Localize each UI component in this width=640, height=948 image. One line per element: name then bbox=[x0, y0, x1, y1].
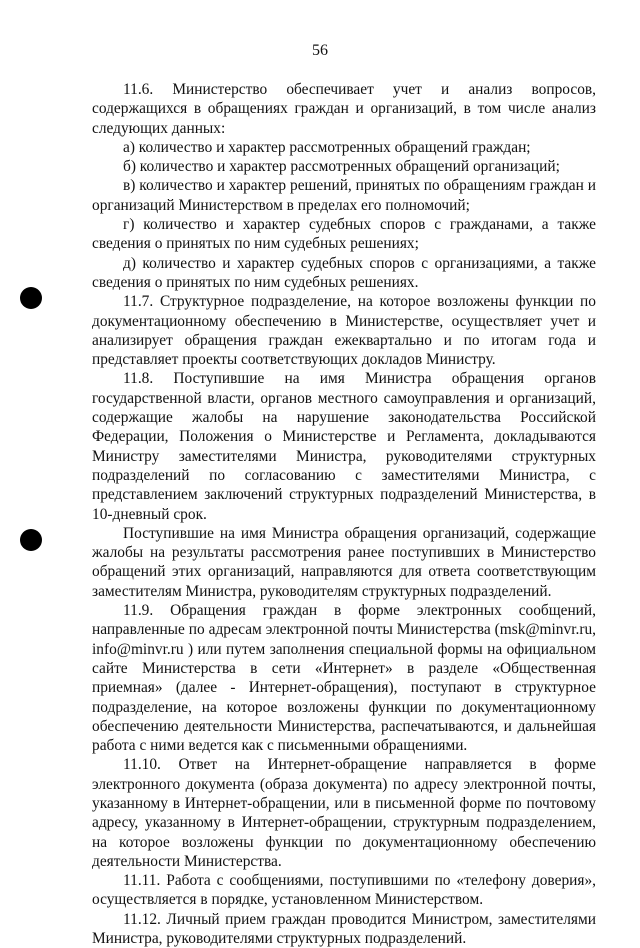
page-number: 56 bbox=[312, 42, 328, 59]
paragraph-11-6: 11.6. Министерство обеспечивает учет и анализ вопросов, содержащихся в обращениях граждан и организаций, в том числе анализ следующих данных: bbox=[92, 81, 596, 137]
paragraph-11-12: 11.12. Личный прием граждан проводится Министром, заместителями Министра, руководителями структурных подразделений. bbox=[92, 910, 596, 948]
document-body bbox=[92, 80, 596, 948]
paragraph-11-10: 11.10. Ответ на Интернет-обращение направляется в форме электронного документа (образа документа) по адресу электронной почты, указанному в Интернет-обращении, или в письменной форме по почтовому адресу, указанному в Интернет-обращении, структурным подразделением, на которое возложены функции по документационному обеспечению деятельности Министерства. bbox=[92, 756, 596, 870]
paragraph-11-8-continued: Поступившие на имя Министра обращения организаций, содержащие жалобы на результаты рассмотрения ранее поступивших в Министерство обращений этих организаций, направляются для ответа соответствующим заместителям Министра, руководителям структурных подразделений. bbox=[92, 524, 596, 600]
list-item-g: г) количество и характер судебных споров с гражданами, а также сведения о принятых по ним судебных решениях; bbox=[92, 216, 596, 253]
paragraph-11-8: 11.8. Поступившие на имя Министра обращения органов государственной власти, органов местного самоуправления и организаций, содержащие жалобы на нарушение законодательства Российской Федерации, Положения о Министерстве и Регламента, докладываются Министру заместителями Министра, руководителями структурных подразделений по согласованию с заместителями Министра, с представлением заключений структурных подразделений Министерства, в 10-дневный срок. bbox=[92, 370, 596, 523]
punch-hole-mark bbox=[20, 287, 42, 309]
paragraph-11-9: 11.9. Обращения граждан в форме электронных сообщений, направленные по адресам электронной почты Министерства (msk@minvr.ru, info@minvr.ru ) или путем заполнения специальной формы на официальном сайте Министерства в сети «Интернет» в разделе «Общественная приемная» (далее - Интернет-обращения), поступают в структурное подразделение, на которое возложены функции по документационному обеспечению деятельности Министерства, распечатываются, и дальнейшая работа с ними ведется как с письменными обращениями. bbox=[92, 602, 596, 755]
list-item-v: в) количество и характер решений, принятых по обращениям граждан и организаций Министерством в пределах его полномочий; bbox=[92, 177, 596, 214]
list-item-b: б) количество и характер рассмотренных обращений организаций; bbox=[123, 158, 560, 176]
punch-hole-mark bbox=[20, 529, 42, 551]
list-item-a: а) количество и характер рассмотренных обращений граждан; bbox=[123, 138, 531, 156]
list-item-d: д) количество и характер судебных споров с организациями, а также сведения о принятых по ним судебных решениях. bbox=[92, 254, 596, 291]
paragraph-11-7: 11.7. Структурное подразделение, на которое возложены функции по документационному обеспечению в Министерстве, осуществляет учет и анализирует обращения граждан ежеквартально и по итогам года и представляет проекты соответствующих докладов Министру. bbox=[92, 293, 596, 369]
paragraph-11-11: 11.11. Работа с сообщениями, поступившими по «телефону доверия», осуществляется в порядке, установленном Министерством. bbox=[92, 872, 596, 909]
